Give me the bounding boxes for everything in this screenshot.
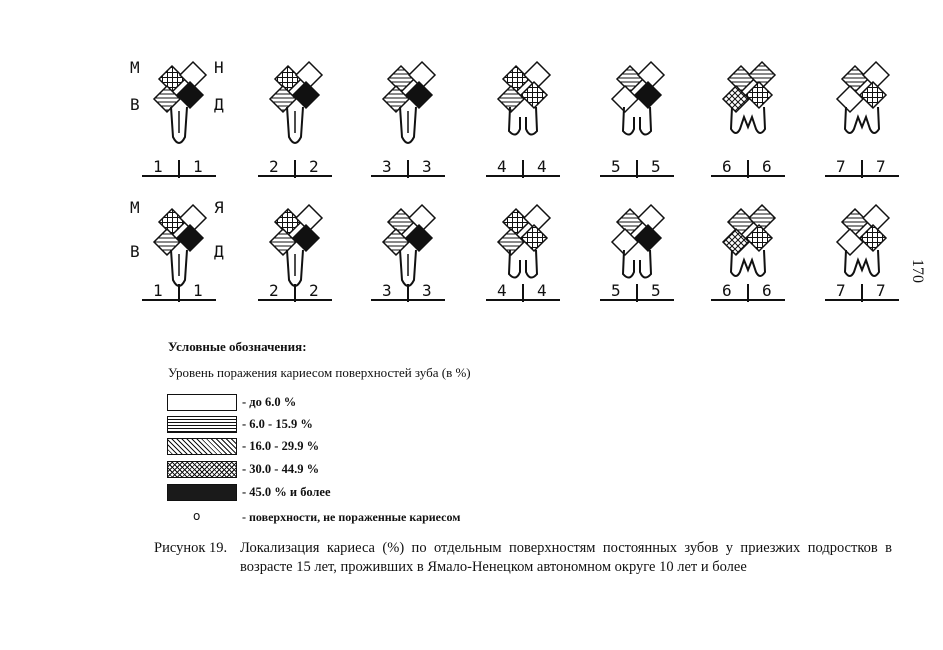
tooth-number-right: 4: [537, 157, 547, 176]
surface-mesial: [275, 66, 301, 92]
surface-mesial: [842, 209, 868, 235]
surface-buccal: [270, 86, 296, 112]
tooth-root: [509, 107, 537, 135]
surface-mesial: [503, 66, 529, 92]
page-number: 170: [909, 259, 926, 283]
caption-text: Локализация кариеса (%) по отдельным поверхностям постоянных зубов у приезжих подростков в возрасте 15 лет, проживших в Ямало-Ненецком автономном округе 10 лет и более: [240, 540, 892, 575]
surface-buccal: [723, 86, 749, 112]
surface-distal: [177, 82, 203, 108]
swatch-diagonal: [167, 438, 237, 455]
row1-label-d: Д: [214, 95, 224, 114]
legend-item-label: - 30.0 - 44.9 %: [242, 462, 320, 476]
row2-label-v: В: [130, 242, 140, 261]
tooth-number-left: 4: [497, 281, 507, 300]
surface-buccal: [837, 229, 863, 255]
tooth-number-left: 1: [153, 281, 163, 300]
tooth-row1-3: [371, 62, 445, 178]
tooth-number-left: 2: [269, 157, 279, 176]
swatch-crosshatch: [167, 461, 237, 478]
surface-buccal: [837, 86, 863, 112]
legend-item-label: - 6.0 - 15.9 %: [242, 417, 313, 431]
tooth-number-right: 1: [193, 157, 203, 176]
tooth-number-left: 2: [269, 281, 279, 300]
surface-distal: [746, 82, 772, 108]
teeth-layer: [142, 62, 899, 302]
tooth-row2-2: [258, 205, 332, 302]
surface-distal: [635, 225, 661, 251]
unaffected-label: - поверхности, не пораженные кариесом: [242, 510, 461, 524]
surface-distal: [293, 82, 319, 108]
row2-label-d: Д: [214, 242, 224, 261]
surface-mesial: [728, 209, 754, 235]
tooth-number-right: 6: [762, 281, 772, 300]
tooth-number-left: 7: [836, 281, 846, 300]
surface-distal: [860, 225, 886, 251]
tooth-row2-7: [825, 205, 899, 302]
legend-subtitle: Уровень поражения кариесом поверхностей зуба (в %): [168, 365, 471, 380]
tooth-number-right: 3: [422, 281, 432, 300]
row1-label-n: Н: [214, 58, 224, 77]
tooth-row1-7: [825, 62, 899, 178]
surface-distal: [406, 82, 432, 108]
tooth-root: [623, 250, 651, 278]
tooth-row1-6: [711, 62, 785, 178]
row1-label-m: М: [130, 58, 140, 77]
tooth-number-right: 1: [193, 281, 203, 300]
row2-label-m: М: [130, 198, 140, 217]
row1-label-v: В: [130, 95, 140, 114]
surface-distal: [635, 82, 661, 108]
surface-distal: [521, 82, 547, 108]
tooth-number-left: 3: [382, 157, 392, 176]
tooth-number-left: 4: [497, 157, 507, 176]
surface-mesial: [617, 209, 643, 235]
tooth-number-right: 4: [537, 281, 547, 300]
tooth-row2-6: [711, 205, 785, 302]
tooth-number-left: 1: [153, 157, 163, 176]
surface-mesial: [388, 66, 414, 92]
tooth-number-left: 5: [611, 157, 621, 176]
surface-buccal: [612, 229, 638, 255]
figure-caption: [154, 539, 894, 575]
surface-buccal: [498, 86, 524, 112]
tooth-row1-4: [486, 62, 560, 178]
surface-mesial: [388, 209, 414, 235]
tooth-number-right: 3: [422, 157, 432, 176]
surface-distal: [860, 82, 886, 108]
surface-distal: [406, 225, 432, 251]
tooth-number-right: 5: [651, 281, 661, 300]
surface-distal: [293, 225, 319, 251]
surface-mesial: [275, 209, 301, 235]
tooth-root: [623, 107, 651, 135]
surface-buccal: [383, 86, 409, 112]
legend-item-label: - до 6.0 %: [242, 395, 297, 409]
tooth-number-right: 6: [762, 157, 772, 176]
tooth-number-right: 7: [876, 157, 886, 176]
tooth-row1-2: [258, 62, 332, 178]
tooth-row2-3: [371, 205, 445, 302]
tooth-row2-5: [600, 205, 674, 302]
tooth-number-left: 7: [836, 157, 846, 176]
tooth-row1-5: [600, 62, 674, 178]
tooth-number-left: 6: [722, 281, 732, 300]
tooth-number-right: 2: [309, 157, 319, 176]
caption-lead: Рисунок 19.: [154, 540, 228, 556]
surface-buccal: [154, 86, 180, 112]
tooth-number-left: 6: [722, 157, 732, 176]
surface-mesial: [617, 66, 643, 92]
tooth-number-left: 5: [611, 281, 621, 300]
surface-buccal: [498, 229, 524, 255]
tooth-number-right: 5: [651, 157, 661, 176]
surface-distal: [521, 225, 547, 251]
tooth-root: [509, 250, 537, 278]
surface-distal: [746, 225, 772, 251]
legend-item-label: - 45.0 % и более: [242, 485, 331, 499]
legend-title: Условные обозначения:: [168, 339, 307, 354]
legend-item-label: - 16.0 - 29.9 %: [242, 439, 320, 453]
surface-buccal: [154, 229, 180, 255]
surface-buccal: [612, 86, 638, 112]
surface-mesial: [159, 66, 185, 92]
tooth-number-right: 2: [309, 281, 319, 300]
surface-mesial: [842, 66, 868, 92]
surface-buccal: [723, 229, 749, 255]
tooth-number-right: 7: [876, 281, 886, 300]
surface-mesial: [728, 66, 754, 92]
row2-label-ya: Я: [214, 198, 224, 217]
unaffected-symbol: о: [193, 509, 201, 523]
tooth-number-left: 3: [382, 281, 392, 300]
swatch-empty: [167, 394, 237, 411]
swatch-solid: [167, 484, 237, 501]
surface-buccal: [383, 229, 409, 255]
surface-mesial: [503, 209, 529, 235]
tooth-row1-1: [142, 62, 216, 178]
tooth-row2-1: [142, 205, 216, 302]
surface-buccal: [270, 229, 296, 255]
surface-mesial: [159, 209, 185, 235]
tooth-row2-4: [486, 205, 560, 302]
swatch-horizontal: [167, 416, 237, 433]
surface-distal: [177, 225, 203, 251]
